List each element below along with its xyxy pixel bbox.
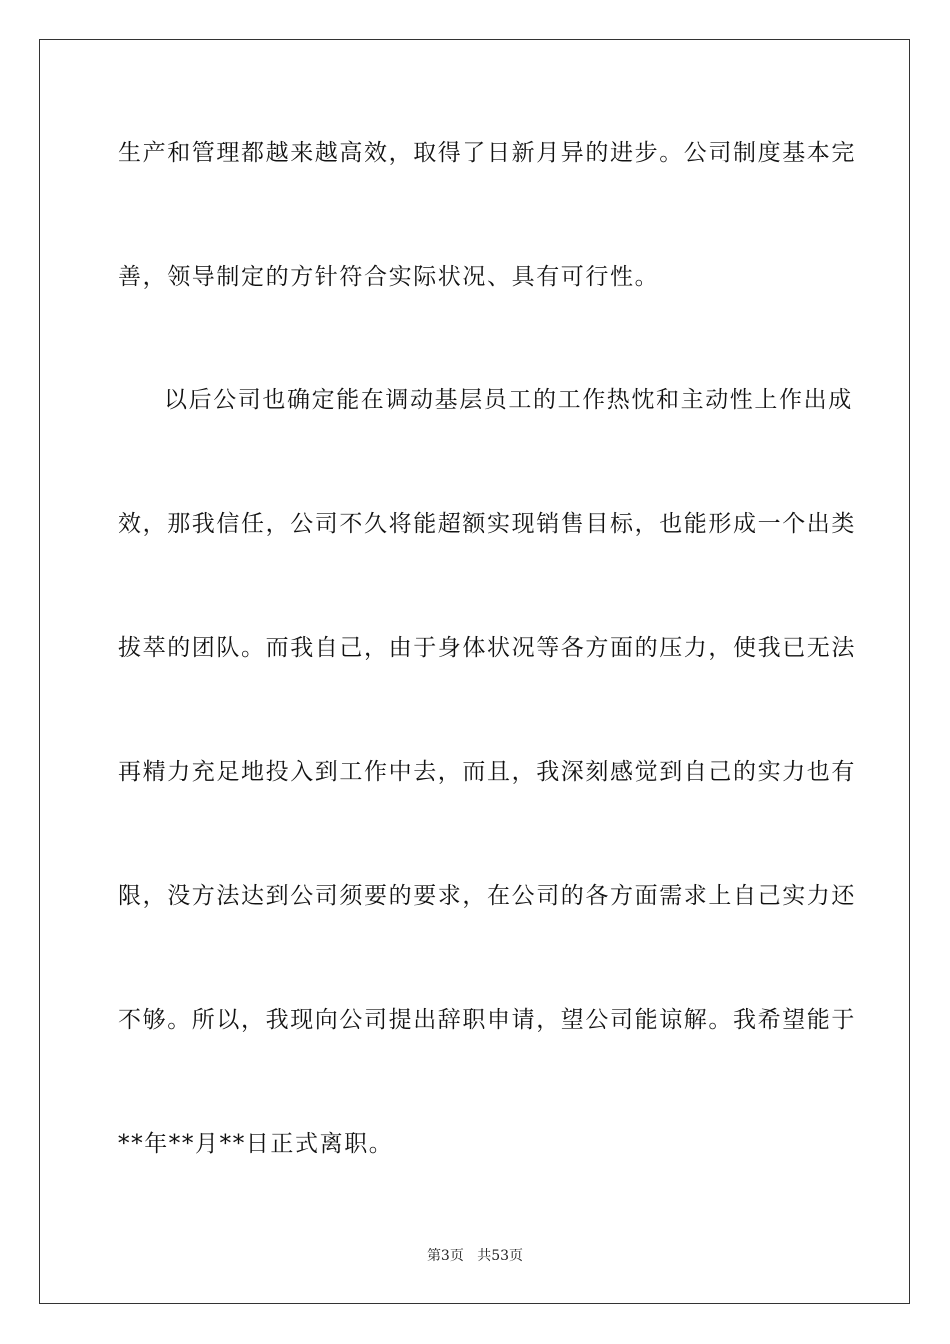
body-text-line: 不够。所以，我现向公司提出辞职申请，望公司能谅解。我希望能于 xyxy=(118,1007,856,1033)
body-text-line: **年**月**日正式离职。 xyxy=(118,1131,394,1157)
page-frame xyxy=(39,39,910,1304)
page-number: 第3页 xyxy=(426,1248,464,1264)
body-text-line: 再精力充足地投入到工作中去，而且，我深刻感觉到自己的实力也有 xyxy=(118,759,856,785)
page-total: 共53页 xyxy=(477,1248,524,1264)
page-footer xyxy=(0,1247,950,1265)
body-text-line: 效，那我信任，公司不久将能超额实现销售目标，也能形成一个出类 xyxy=(118,511,856,537)
body-text-line: 拔萃的团队。而我自己，由于身体状况等各方面的压力，使我已无法 xyxy=(118,635,856,661)
body-text-line: 善，领导制定的方针符合实际状况、具有可行性。 xyxy=(118,264,660,290)
body-text-line: 生产和管理都越来越高效，取得了日新月异的进步。公司制度基本完 xyxy=(118,140,856,166)
paragraph-first-line: 以后公司也确定能在调动基层员工的工作热忱和主动性上作出成 xyxy=(164,387,853,413)
body-text-line: 限，没方法达到公司须要的要求，在公司的各方面需求上自己实力还 xyxy=(118,883,856,909)
